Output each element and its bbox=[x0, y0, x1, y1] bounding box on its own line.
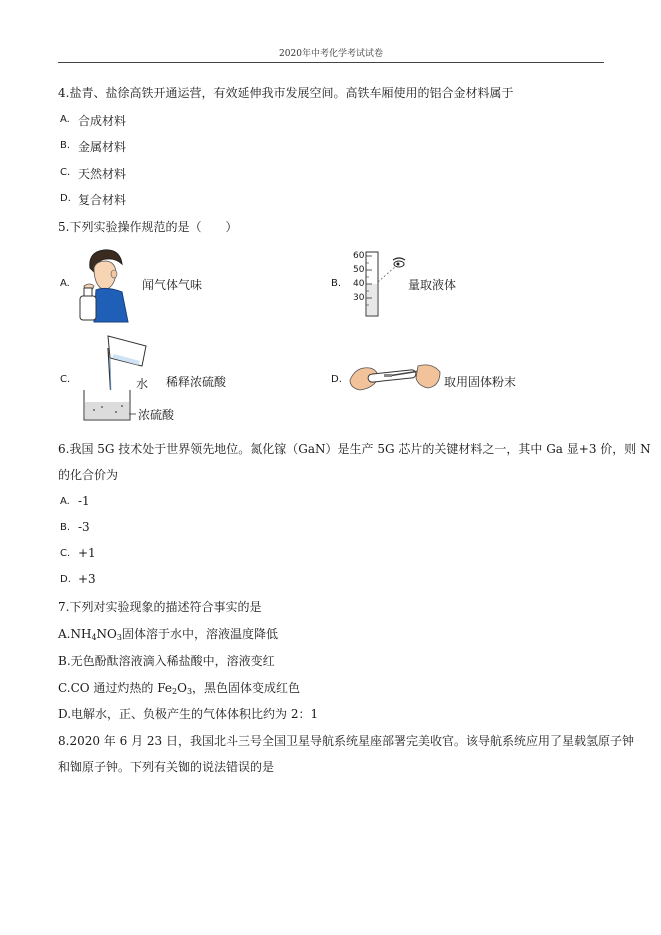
option-label: C. bbox=[60, 374, 71, 385]
option-text: 金属材料 bbox=[78, 140, 127, 154]
scale-mark: 30 bbox=[353, 293, 365, 303]
subscript: 3 bbox=[116, 633, 122, 642]
option-label: B. bbox=[58, 654, 71, 668]
header-divider bbox=[58, 62, 604, 63]
option-text: 电解水，正、负极产生的气体体积比约为 2：1 bbox=[71, 707, 319, 721]
option-label: A. bbox=[60, 114, 70, 125]
option-text: -1 bbox=[78, 494, 90, 508]
option-label: B. bbox=[60, 140, 71, 151]
formula-part: NO bbox=[96, 627, 117, 641]
subscript: 4 bbox=[91, 633, 97, 642]
option-label: A. bbox=[60, 496, 70, 507]
smelling-gas-figure bbox=[76, 246, 132, 322]
option-label: A. bbox=[58, 627, 71, 641]
option-caption: 闻气体气味 bbox=[142, 278, 203, 292]
subscript: 3 bbox=[186, 687, 193, 696]
question-4-stem: 4.盐青、盐徐高铁开通运营，有效延伸我市发展空间。高铁车厢使用的铝合金材料属于 bbox=[58, 86, 514, 100]
option-text: +3 bbox=[78, 572, 96, 586]
scale-mark: 50 bbox=[353, 265, 365, 275]
option-label: C. bbox=[60, 167, 71, 178]
option-label: C. bbox=[58, 681, 71, 695]
option-label: D. bbox=[60, 574, 71, 585]
option-text: 合成材料 bbox=[78, 114, 127, 128]
option-label: D. bbox=[58, 707, 72, 721]
option-caption: 稀释浓硫酸 bbox=[166, 375, 227, 389]
option-label: D. bbox=[60, 193, 71, 204]
option-text: 天然材料 bbox=[78, 167, 127, 181]
option-text: +1 bbox=[78, 546, 96, 560]
option-caption: 量取液体 bbox=[408, 278, 457, 292]
option-label: D. bbox=[331, 374, 342, 385]
exam-title: 2020年中考化学考试试卷 bbox=[279, 49, 383, 59]
option-label: A. bbox=[60, 278, 70, 289]
option-label: B. bbox=[60, 522, 71, 533]
powder-in-test-tube-figure bbox=[348, 358, 442, 396]
question-6-stem-line1: 6.我国 5G 技术处于世界领先地位。氮化镓（GaN）是生产 5G 芯片的关键材料之一，其中 Ga 显+3 价，则 N bbox=[58, 442, 651, 456]
option-text: 固体溶于水中，溶液温度降低 bbox=[121, 627, 278, 641]
scale-mark: 40 bbox=[353, 279, 365, 289]
option-row bbox=[58, 679, 300, 696]
figure-label-water: 水 bbox=[136, 377, 149, 391]
formula-part: O bbox=[177, 681, 187, 695]
formula-part: CO 通过灼热的 Fe bbox=[70, 681, 172, 695]
figure-label-acid: 浓硫酸 bbox=[138, 408, 175, 422]
question-5-stem: 5.下列实验操作规范的是（ ） bbox=[58, 220, 238, 234]
option-text: ，黑色固体变成红色 bbox=[192, 681, 301, 695]
option-row bbox=[58, 652, 275, 669]
option-label: B. bbox=[331, 278, 342, 289]
option-label: C. bbox=[60, 548, 71, 559]
subscript: 2 bbox=[172, 687, 178, 696]
option-text: -3 bbox=[78, 520, 90, 534]
option-row bbox=[58, 625, 278, 642]
option-text: 复合材料 bbox=[78, 193, 127, 207]
question-7-stem: 7.下列对实验现象的描述符合事实的是 bbox=[58, 600, 262, 614]
question-6-stem-line2: 的化合价为 bbox=[58, 468, 119, 482]
question-8-stem-line2: 和铷原子钟。下列有关铷的说法错误的是 bbox=[58, 760, 275, 774]
question-8-stem-line1: 8.2020 年 6 月 23 日，我国北斗三号全国卫星导航系统星座部署完美收官。该导航系统应用了星载氢原子钟 bbox=[58, 734, 634, 748]
option-text: 无色酚酞溶液滴入稀盐酸中，溶液变红 bbox=[70, 654, 275, 668]
option-row bbox=[58, 705, 318, 722]
option-caption: 取用固体粉末 bbox=[444, 375, 517, 389]
scale-mark: 60 bbox=[353, 251, 365, 261]
formula-part: NH bbox=[70, 627, 92, 641]
